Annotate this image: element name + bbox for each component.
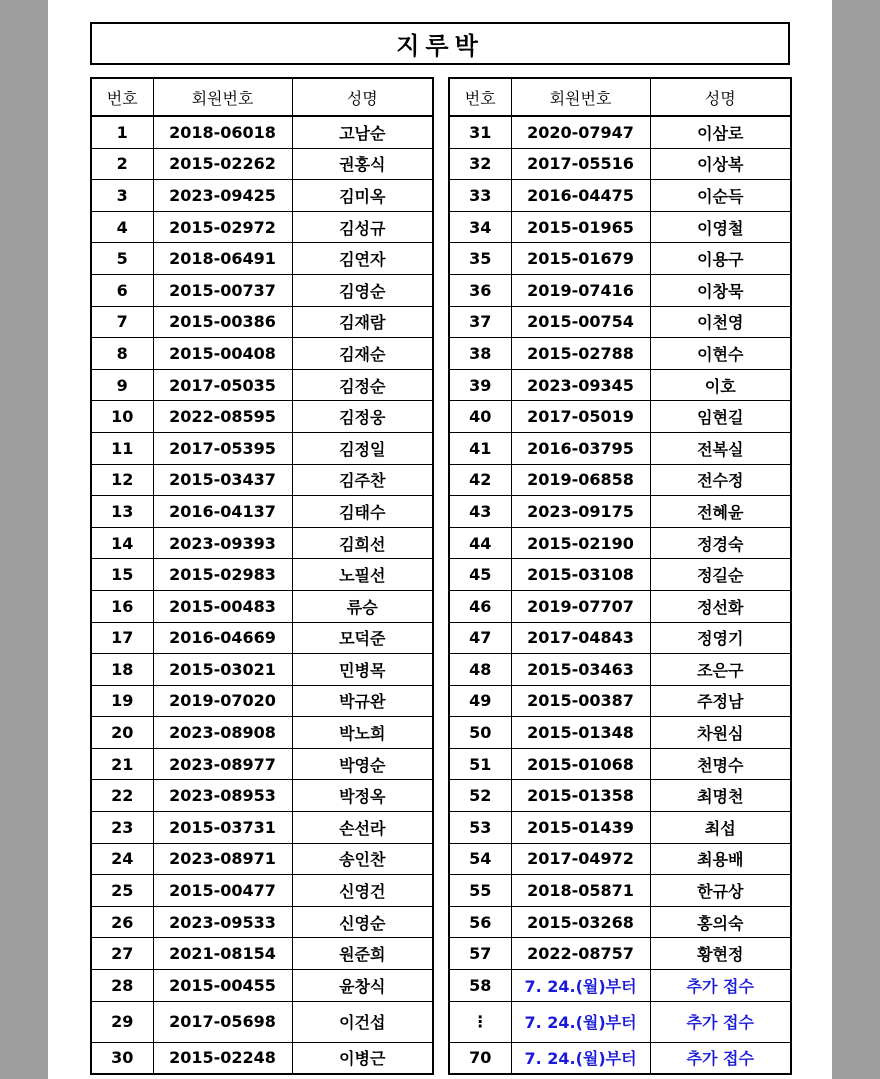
member-id-cell: 2018-06018 — [153, 116, 292, 148]
member-id-cell: 2015-03268 — [511, 906, 650, 938]
member-name-cell: 손선라 — [292, 812, 433, 844]
row-number: 39 — [449, 369, 511, 401]
member-id-cell: 2016-04475 — [511, 180, 650, 212]
row-number: 21 — [91, 748, 153, 780]
member-name-cell: 김성규 — [292, 211, 433, 243]
table-row — [449, 938, 791, 970]
member-name-cell: 최명천 — [650, 780, 791, 812]
member-id-cell: 2015-03463 — [511, 654, 650, 686]
row-number: 56 — [449, 906, 511, 938]
member-name-cell: 최섭 — [650, 812, 791, 844]
table-row — [91, 843, 433, 875]
member-id-cell: 2015-03108 — [511, 559, 650, 591]
row-number: 58 — [449, 970, 511, 1002]
member-name-cell: 전수정 — [650, 464, 791, 496]
member-id-cell: 2015-01068 — [511, 748, 650, 780]
member-name-cell: 권홍식 — [292, 148, 433, 180]
member-name-cell: 김정웅 — [292, 401, 433, 433]
member-id-cell: 2015-00477 — [153, 875, 292, 907]
member-id-cell: 2017-04843 — [511, 622, 650, 654]
row-number: 57 — [449, 938, 511, 970]
member-id-cell: 2023-09425 — [153, 180, 292, 212]
header-no: 번호 — [91, 78, 153, 116]
header-name: 성명 — [650, 78, 791, 116]
table-row — [449, 906, 791, 938]
member-name-cell: 신영건 — [292, 875, 433, 907]
table-row — [449, 148, 791, 180]
row-number: 51 — [449, 748, 511, 780]
row-number: 48 — [449, 654, 511, 686]
row-number: 8 — [91, 338, 153, 370]
member-name-cell: 이용구 — [650, 243, 791, 275]
row-number: 11 — [91, 432, 153, 464]
member-name-cell: 고남순 — [292, 116, 433, 148]
row-number: 33 — [449, 180, 511, 212]
row-number: 49 — [449, 685, 511, 717]
table-row — [91, 274, 433, 306]
table-row — [91, 622, 433, 654]
roster-table-right — [448, 77, 792, 1075]
table-row — [449, 401, 791, 433]
member-id-cell: 2019-07707 — [511, 590, 650, 622]
table-row — [91, 938, 433, 970]
header-member-id: 회원번호 — [153, 78, 292, 116]
row-number: 70 — [449, 1042, 511, 1074]
table-row — [91, 906, 433, 938]
member-name-cell: 전혜윤 — [650, 496, 791, 528]
member-id-cell: 2015-03021 — [153, 654, 292, 686]
member-name-cell: 이천영 — [650, 306, 791, 338]
table-row — [449, 590, 791, 622]
row-number: 46 — [449, 590, 511, 622]
member-id-cell: 2015-01965 — [511, 211, 650, 243]
table-row — [91, 243, 433, 275]
header-no: 번호 — [449, 78, 511, 116]
row-number: 29 — [91, 1001, 153, 1042]
member-name-cell: 윤창식 — [292, 970, 433, 1002]
row-number: 40 — [449, 401, 511, 433]
member-id-cell: 2023-09533 — [153, 906, 292, 938]
member-id-cell: 2017-05019 — [511, 401, 650, 433]
table-row — [91, 717, 433, 749]
header-member-id: 회원번호 — [511, 78, 650, 116]
table-row — [449, 432, 791, 464]
member-name-cell: 모덕준 — [292, 622, 433, 654]
table-row — [449, 970, 791, 1002]
table-row — [449, 622, 791, 654]
member-id-cell: 2015-02190 — [511, 527, 650, 559]
row-number: 45 — [449, 559, 511, 591]
table-row — [449, 812, 791, 844]
member-id-cell: 2023-08908 — [153, 717, 292, 749]
table-row — [91, 432, 433, 464]
table-row — [91, 496, 433, 528]
member-name-cell: 최용배 — [650, 843, 791, 875]
row-number: 3 — [91, 180, 153, 212]
row-number: 6 — [91, 274, 153, 306]
table-row — [449, 274, 791, 306]
table-row — [449, 685, 791, 717]
row-number: 19 — [91, 685, 153, 717]
row-number: 5 — [91, 243, 153, 275]
member-name-cell: 노필선 — [292, 559, 433, 591]
member-id-cell: 2017-05516 — [511, 148, 650, 180]
member-id-cell: 2015-01358 — [511, 780, 650, 812]
member-name-cell: 김재순 — [292, 338, 433, 370]
table-row — [449, 211, 791, 243]
row-number: 27 — [91, 938, 153, 970]
table-row — [91, 527, 433, 559]
member-id-cell: 2023-09175 — [511, 496, 650, 528]
table-row — [91, 970, 433, 1002]
member-name-cell: 김영순 — [292, 274, 433, 306]
row-number: 42 — [449, 464, 511, 496]
member-name-cell: 정길순 — [650, 559, 791, 591]
member-name-cell: 김재람 — [292, 306, 433, 338]
member-name-cell: 이창묵 — [650, 274, 791, 306]
member-name-cell: 추가 접수 — [650, 1001, 791, 1042]
member-id-cell: 2023-08977 — [153, 748, 292, 780]
member-id-cell: 2015-00483 — [153, 590, 292, 622]
table-row — [91, 559, 433, 591]
table-row — [91, 1001, 433, 1042]
member-name-cell: 주정남 — [650, 685, 791, 717]
member-name-cell: 이병근 — [292, 1042, 433, 1074]
table-row — [91, 748, 433, 780]
row-number: 20 — [91, 717, 153, 749]
member-id-cell: 2017-05698 — [153, 1001, 292, 1042]
table-row — [449, 654, 791, 686]
row-number: 24 — [91, 843, 153, 875]
member-id-cell: 2018-05871 — [511, 875, 650, 907]
member-name-cell: 박정옥 — [292, 780, 433, 812]
table-row — [91, 211, 433, 243]
row-number: 16 — [91, 590, 153, 622]
row-number: 50 — [449, 717, 511, 749]
row-number: 38 — [449, 338, 511, 370]
member-id-cell: 2016-03795 — [511, 432, 650, 464]
member-id-cell: 2015-02262 — [153, 148, 292, 180]
table-row — [91, 685, 433, 717]
member-id-cell: 2015-03437 — [153, 464, 292, 496]
member-name-cell: 임현길 — [650, 401, 791, 433]
row-number: 23 — [91, 812, 153, 844]
member-name-cell: 차원심 — [650, 717, 791, 749]
member-name-cell: 김주찬 — [292, 464, 433, 496]
member-id-cell: 2015-00386 — [153, 306, 292, 338]
member-name-cell: 정선화 — [650, 590, 791, 622]
member-id-cell: 2023-08971 — [153, 843, 292, 875]
member-id-cell: 2017-05395 — [153, 432, 292, 464]
member-name-cell: 이상복 — [650, 148, 791, 180]
table-row — [91, 116, 433, 148]
table-row — [449, 338, 791, 370]
table-row — [449, 1001, 791, 1042]
table-row — [449, 180, 791, 212]
row-number: 47 — [449, 622, 511, 654]
table-header-row — [91, 78, 433, 116]
member-name-cell: 김희선 — [292, 527, 433, 559]
row-number: 28 — [91, 970, 153, 1002]
row-number: 34 — [449, 211, 511, 243]
member-id-cell: 2022-08595 — [153, 401, 292, 433]
member-name-cell: 이현수 — [650, 338, 791, 370]
member-name-cell: 이건섭 — [292, 1001, 433, 1042]
table-row — [91, 369, 433, 401]
table-row — [91, 306, 433, 338]
member-name-cell: 이순득 — [650, 180, 791, 212]
member-name-cell: 김미옥 — [292, 180, 433, 212]
row-number: 17 — [91, 622, 153, 654]
member-id-cell: 2023-09393 — [153, 527, 292, 559]
member-name-cell: 홍의숙 — [650, 906, 791, 938]
member-id-cell: 2015-00408 — [153, 338, 292, 370]
member-name-cell: 이삼로 — [650, 116, 791, 148]
table-row — [449, 748, 791, 780]
table-row — [449, 464, 791, 496]
table-row — [91, 180, 433, 212]
table-row — [449, 116, 791, 148]
member-id-cell: 2015-00754 — [511, 306, 650, 338]
table-row — [449, 496, 791, 528]
row-number: ⋮ — [449, 1001, 511, 1042]
member-name-cell: 박영순 — [292, 748, 433, 780]
member-id-cell: 2015-02248 — [153, 1042, 292, 1074]
table-row — [449, 306, 791, 338]
table-row — [91, 875, 433, 907]
table-row — [449, 559, 791, 591]
table-row — [91, 654, 433, 686]
member-name-cell: 정영기 — [650, 622, 791, 654]
member-id-cell: 2023-08953 — [153, 780, 292, 812]
member-name-cell: 송인찬 — [292, 843, 433, 875]
member-id-cell: 7. 24.(월)부터 — [511, 1042, 650, 1074]
member-id-cell: 2015-00737 — [153, 274, 292, 306]
row-number: 14 — [91, 527, 153, 559]
row-number: 7 — [91, 306, 153, 338]
table-row — [91, 590, 433, 622]
row-number: 18 — [91, 654, 153, 686]
member-name-cell: 김연자 — [292, 243, 433, 275]
table-row — [449, 875, 791, 907]
row-number: 25 — [91, 875, 153, 907]
row-number: 12 — [91, 464, 153, 496]
member-id-cell: 2019-07020 — [153, 685, 292, 717]
row-number: 26 — [91, 906, 153, 938]
member-name-cell: 추가 접수 — [650, 1042, 791, 1074]
member-id-cell: 2015-03731 — [153, 812, 292, 844]
row-number: 22 — [91, 780, 153, 812]
member-name-cell: 추가 접수 — [650, 970, 791, 1002]
member-name-cell: 정경숙 — [650, 527, 791, 559]
member-name-cell: 김정순 — [292, 369, 433, 401]
table-row — [449, 243, 791, 275]
row-number: 37 — [449, 306, 511, 338]
table-row — [91, 401, 433, 433]
table-row — [449, 717, 791, 749]
member-name-cell: 원준희 — [292, 938, 433, 970]
member-id-cell: 2016-04669 — [153, 622, 292, 654]
row-number: 2 — [91, 148, 153, 180]
member-name-cell: 신영순 — [292, 906, 433, 938]
row-number: 1 — [91, 116, 153, 148]
member-name-cell: 류승 — [292, 590, 433, 622]
row-number: 15 — [91, 559, 153, 591]
member-id-cell: 2015-01439 — [511, 812, 650, 844]
row-number: 10 — [91, 401, 153, 433]
row-number: 4 — [91, 211, 153, 243]
row-number: 43 — [449, 496, 511, 528]
table-row — [449, 843, 791, 875]
table-row — [449, 1042, 791, 1074]
member-id-cell: 2021-08154 — [153, 938, 292, 970]
row-number: 13 — [91, 496, 153, 528]
member-name-cell: 박노희 — [292, 717, 433, 749]
table-row — [91, 1042, 433, 1074]
member-id-cell: 2015-01679 — [511, 243, 650, 275]
table-header-row — [449, 78, 791, 116]
page-title: 지루박 — [90, 22, 790, 65]
member-id-cell: 2016-04137 — [153, 496, 292, 528]
table-row — [91, 780, 433, 812]
member-id-cell: 2017-04972 — [511, 843, 650, 875]
member-name-cell: 전복실 — [650, 432, 791, 464]
member-name-cell: 이호 — [650, 369, 791, 401]
member-name-cell: 한규상 — [650, 875, 791, 907]
member-id-cell: 2015-02972 — [153, 211, 292, 243]
table-row — [449, 780, 791, 812]
table-row — [91, 464, 433, 496]
member-id-cell: 2015-00455 — [153, 970, 292, 1002]
table-row — [449, 527, 791, 559]
row-number: 44 — [449, 527, 511, 559]
row-number: 36 — [449, 274, 511, 306]
member-id-cell: 2019-06858 — [511, 464, 650, 496]
member-name-cell: 민병목 — [292, 654, 433, 686]
row-number: 35 — [449, 243, 511, 275]
header-name: 성명 — [292, 78, 433, 116]
row-number: 9 — [91, 369, 153, 401]
member-id-cell: 2015-00387 — [511, 685, 650, 717]
member-name-cell: 김정일 — [292, 432, 433, 464]
member-id-cell: 7. 24.(월)부터 — [511, 1001, 650, 1042]
table-row — [91, 338, 433, 370]
row-number: 32 — [449, 148, 511, 180]
member-name-cell: 박규완 — [292, 685, 433, 717]
member-name-cell: 황현정 — [650, 938, 791, 970]
table-row — [91, 148, 433, 180]
member-id-cell: 2015-02983 — [153, 559, 292, 591]
row-number: 41 — [449, 432, 511, 464]
row-number: 52 — [449, 780, 511, 812]
roster-table-left — [90, 77, 434, 1075]
row-number: 31 — [449, 116, 511, 148]
row-number: 30 — [91, 1042, 153, 1074]
member-id-cell: 2017-05035 — [153, 369, 292, 401]
member-id-cell: 7. 24.(월)부터 — [511, 970, 650, 1002]
row-number: 55 — [449, 875, 511, 907]
member-id-cell: 2019-07416 — [511, 274, 650, 306]
document-page — [48, 0, 832, 1079]
member-name-cell: 김태수 — [292, 496, 433, 528]
member-name-cell: 이영철 — [650, 211, 791, 243]
member-id-cell: 2015-01348 — [511, 717, 650, 749]
member-id-cell: 2023-09345 — [511, 369, 650, 401]
member-name-cell: 조은구 — [650, 654, 791, 686]
row-number: 54 — [449, 843, 511, 875]
table-row — [91, 812, 433, 844]
member-id-cell: 2018-06491 — [153, 243, 292, 275]
member-name-cell: 천명수 — [650, 748, 791, 780]
member-id-cell: 2020-07947 — [511, 116, 650, 148]
member-id-cell: 2022-08757 — [511, 938, 650, 970]
member-id-cell: 2015-02788 — [511, 338, 650, 370]
row-number: 53 — [449, 812, 511, 844]
table-row — [449, 369, 791, 401]
